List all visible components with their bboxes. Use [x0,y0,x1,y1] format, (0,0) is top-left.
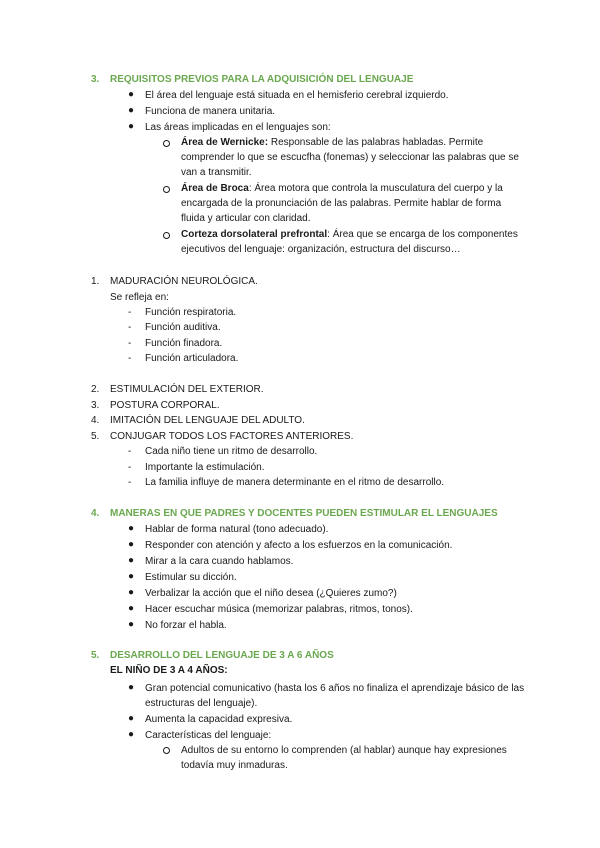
dash-bullet: - [128,322,132,333]
list-item: El área del lenguaje está situada en el hemisferio cerebral izquierdo. [145,90,449,101]
area-text: van a transmitir. [181,167,252,178]
section-4-title: MANERAS EN QUE PADRES Y DOCENTES PUEDEN ESTIMULAR EL LENGUAJES [110,508,498,519]
bullet-icon: ● [128,571,135,582]
list-item: Función respiratoria. [145,307,237,318]
area-broca [181,183,503,195]
sub-item: Adultos de su entorno lo comprenden (al hablar) aunque hay expresiones [181,745,507,756]
area-term: Área de Wernicke: [181,137,269,148]
bullet-icon: ● [128,729,135,740]
list-item: IMITACIÓN DEL LENGUAJE DEL ADULTO. [110,415,305,426]
circle-bullet-icon [163,186,170,193]
bullet-icon: ● [128,523,135,534]
list-item: Función finadora. [145,338,223,349]
area-wernicke [181,137,483,149]
item-number: 5. [91,431,100,442]
circle-bullet-icon [163,140,170,147]
bullet-icon: ● [128,682,135,693]
subsection-title: EL NIÑO DE 3 A 4 AÑOS: [110,665,228,676]
bullet-icon: ● [128,603,135,614]
bullet-icon: ● [128,555,135,566]
bullet-icon: ● [128,121,135,132]
area-text: encargada de la pronunciación de las palabras. Permite hablar de forma [181,198,502,209]
list-item: Verbalizar la acción que el niño desea (¿Quieres zumo?) [145,588,397,599]
list-item: POSTURA CORPORAL. [110,400,220,411]
list-item: Funciona de manera unitaria. [145,106,276,117]
list-item: Importante la estimulación. [145,462,265,473]
item-number: 3. [91,400,100,411]
dash-bullet: - [128,446,132,457]
bullet-icon: ● [128,539,135,550]
list-item: Hacer escuchar música (memorizar palabras, ritmos, tonos). [145,604,413,615]
list-item: Estimular su dicción. [145,572,237,583]
area-text: fluida y articular con claridad. [181,213,311,224]
dash-bullet: - [128,462,132,473]
section-5-title: DESARROLLO DEL LENGUAJE DE 3 A 6 AÑOS [110,650,334,661]
intro-text: Se refleja en: [110,292,169,303]
list-item: Función auditiva. [145,322,221,333]
dash-bullet: - [128,477,132,488]
area-text: Responsable de las palabras habladas. Permite [268,137,484,148]
dash-bullet: - [128,307,132,318]
dash-bullet: - [128,353,132,364]
area-text: comprender lo que se escucfha (fonemas) y seleccionar las palabras que se [181,152,519,163]
list-item: No forzar el habla. [145,620,227,631]
area-text: : Área motora que controla la musculatura del cuerpo y la [248,183,503,194]
list-item: Aumenta la capacidad expresiva. [145,714,293,725]
list-item: Características del lenguaje: [145,730,272,741]
area-text: : Área que se encarga de los componentes [327,229,518,240]
list-item: Las áreas implicadas en el lenguajes son: [145,122,331,133]
item-number: 4. [91,415,100,426]
bullet-icon: ● [128,105,135,116]
list-item: MADURACIÓN NEUROLÓGICA. [110,276,258,287]
circle-bullet-icon [163,747,170,754]
list-item: ESTIMULACIÓN DEL EXTERIOR. [110,384,264,395]
bullet-icon: ● [128,587,135,598]
list-item: Responder con atención y afecto a los esfuerzos en la comunicación. [145,540,453,551]
item-number: 1. [91,276,100,287]
sub-item-continuation: todavía muy inmaduras. [181,760,288,771]
list-item: Hablar de forma natural (tono adecuado). [145,524,329,535]
section-5-number: 5. [91,650,100,661]
area-term: Área de Broca [181,183,249,194]
area-corteza [181,229,518,241]
area-text: ejecutivos del lenguaje: organización, estructura del discurso… [181,244,461,255]
section-3-number: 3. [91,74,100,85]
list-item: Cada niño tiene un ritmo de desarrollo. [145,446,318,457]
list-item: CONJUGAR TODOS LOS FACTORES ANTERIORES. [110,431,354,442]
dash-bullet: - [128,338,132,349]
item-number: 2. [91,384,100,395]
section-3-title: REQUISITOS PREVIOS PARA LA ADQUISICIÓN DEL LENGUAJE [110,74,414,85]
bullet-icon: ● [128,89,135,100]
bullet-icon: ● [128,619,135,630]
list-item-continuation: estructuras del lenguaje). [145,698,258,709]
list-item: Gran potencial comunicativo (hasta los 6 años no finaliza el aprendizaje básico de las [145,683,525,694]
list-item: Mirar a la cara cuando hablamos. [145,556,294,567]
circle-bullet-icon [163,232,170,239]
area-term: Corteza dorsolateral prefrontal [181,229,328,240]
bullet-icon: ● [128,713,135,724]
section-4-number: 4. [91,508,100,519]
list-item: La familia influye de manera determinante en el ritmo de desarrollo. [145,477,445,488]
list-item: Función articuladora. [145,353,239,364]
